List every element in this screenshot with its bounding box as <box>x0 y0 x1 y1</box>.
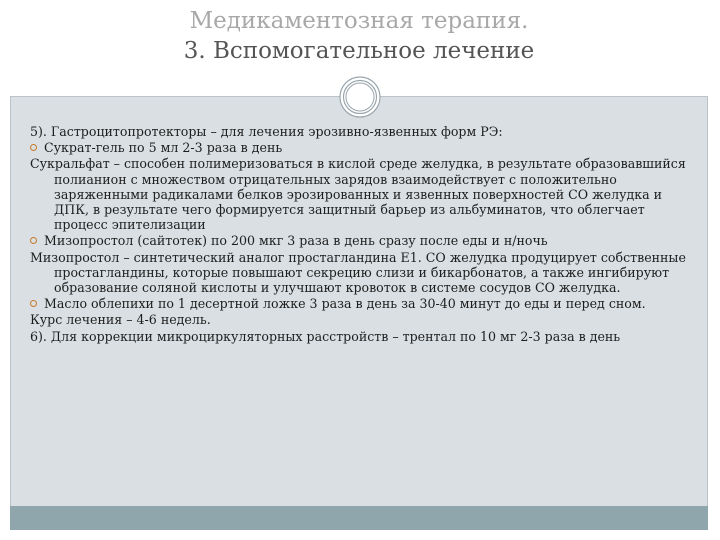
circle-ornament-icon <box>339 76 381 118</box>
content-line <box>30 156 692 232</box>
title-line-1: Медикаментозная терапия. <box>189 8 529 34</box>
item-text: Мизопростол – синтетический аналог простагландина Е1. СО желудка продуцирует собственные простагландины, которые повышают секрецию слизи и бикарбонатов, а также ингибируют образование соляной кислоты и улучшают кровоток в системе сосудов СО желудка. <box>30 249 686 296</box>
bullet-icon <box>30 140 44 155</box>
title-line-2: 3. Вспомогательное лечение <box>183 38 535 64</box>
item-text: 5). Гастроцитопротекторы – для лечения эрозивно-язвенных форм РЭ: <box>30 124 503 139</box>
content-line <box>30 250 692 296</box>
item-text: Масло облепихи по 1 десертной ложке 3 раза в день за 30-40 минут до еды и перед сном. <box>44 296 646 312</box>
footer-bar <box>10 506 708 530</box>
content-line <box>30 329 692 344</box>
bullet-item <box>30 140 692 155</box>
bullet-item <box>30 296 692 311</box>
bullet-icon <box>30 296 44 311</box>
item-text: Сукрат-гель по 5 мл 2-3 раза в день <box>44 140 283 156</box>
bullet-icon <box>30 233 44 248</box>
bullet-item <box>30 233 692 248</box>
item-text: Сукральфат – способен полимеризоваться в кислой среде желудка, в результате образовавшийся полианион с множеством отрицательных зарядов взаимодействует с положительно заряженными радикалами белков эрозированных и язвенных поверхностей СО желудка и ДПК, в результате чего формируется защитный барьер из альбуминатов, что облегчает процесс эпителизации <box>30 156 686 233</box>
item-text: 6). Для коррекции микроциркуляторных расстройств – трентал по 10 мг 2-3 раза в день <box>30 328 621 344</box>
content-line <box>30 312 692 327</box>
content-line <box>30 124 692 139</box>
item-text: Мизопростол (сайтотек) по 200 мкг 3 раза в день сразу после еды и н/ночь <box>44 233 548 249</box>
content-body <box>30 124 692 345</box>
item-text: Курс лечения – 4-6 недель. <box>30 312 211 328</box>
